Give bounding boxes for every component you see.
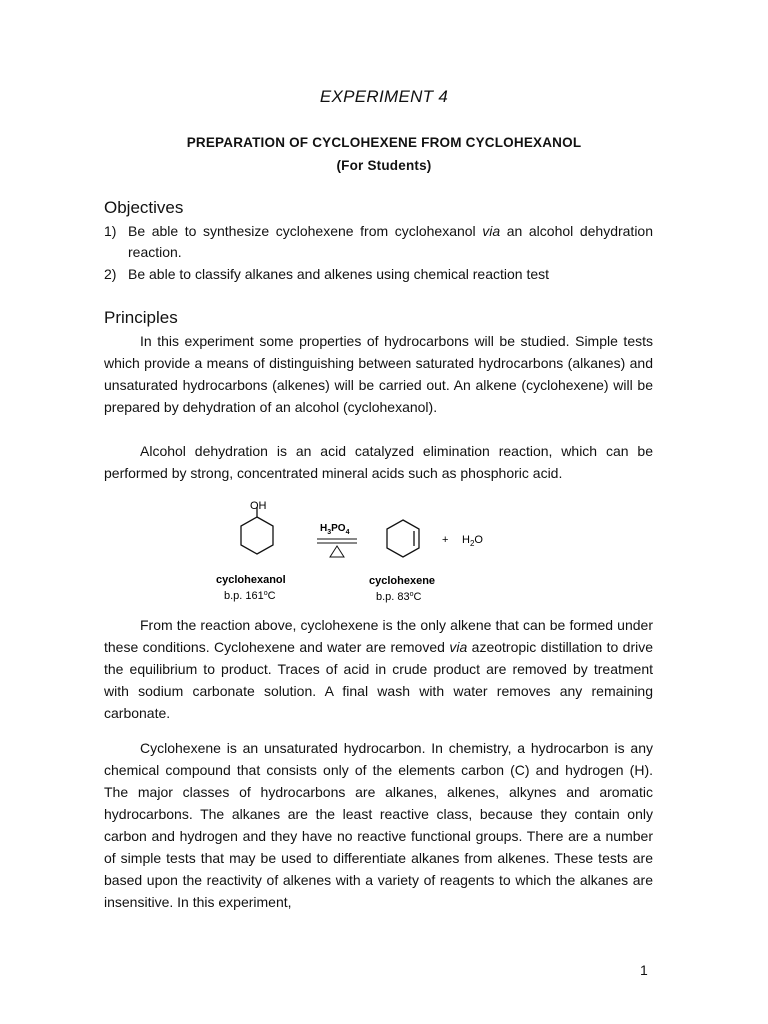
objectives-heading: Objectives	[104, 198, 184, 217]
experiment-subtitle: PREPARATION OF CYCLOHEXENE FROM CYCLOHEXANOL	[186, 135, 582, 150]
list-number: 2)	[104, 266, 117, 282]
list-number: 1)	[104, 223, 117, 239]
product-name: cyclohexene	[369, 575, 436, 587]
heat-delta-icon	[330, 546, 344, 557]
cyclohexanol-structure	[241, 507, 273, 554]
objective-text: Be able to synthesize cyclohexene from cyclohexanol via an alcohol dehydration reaction.	[128, 223, 653, 260]
principles-paragraph-1: In this experiment some properties of hydrocarbons will be studied. Simple tests which provide a means of distinguishing between saturated hydrocarbons (alkanes) and unsaturated hydrocarbons (alkenes) will be carried out. An alkene (cyclohexene) will be prepared by dehydration of an alcohol (cyclohexanol).	[104, 333, 653, 415]
svg-text:H3PO4: $H_3PO_4$	[320, 523, 350, 536]
reagent-label	[320, 523, 350, 536]
principles-paragraph-3: From the reaction above, cyclohexene is the only alkene that can be formed under these conditions. Cyclohexene and water are removed via azeotropic distillation to drive the equilibrium to product. Traces of acid in crude product are removed by treatment with sodium carbonate solution. A final wash with water removes any remaining carbonate.	[104, 617, 654, 721]
reactant-boiling-point: b.p. 161$^o$C	[224, 590, 276, 602]
objective-item-1	[104, 221, 653, 263]
water-label: $H_2O$	[462, 534, 483, 548]
principles-paragraph-2: Alcohol dehydration is an acid catalyzed elimination reaction, which can be performed by strong, concentrated mineral acids such as phosphoric acid.	[104, 443, 653, 481]
equilibrium-arrow	[317, 539, 357, 543]
principles-paragraph-4: Cyclohexene is an unsaturated hydrocarbon. In chemistry, a hydrocarbon is any chemical compound that consists only of the elements carbon (C) and hydrogen (H). The major classes of hydrocarbons are alkanes, alkenes, alkynes and aromatic hydrocarbons. The alkanes are the least reactive class, because they contain only carbon and hydrogen and they have no reactive functional groups. There are a number of simple tests that may be used to differentiate alkanes from alkenes. These tests are based upon the reactivity of alkenes with a variety of reagents to which the alkanes are insensitive. In this experiment,	[104, 740, 653, 910]
objective-text: Be able to classify alkanes and alkenes using chemical reaction test	[128, 266, 550, 282]
plus-sign: +	[442, 534, 449, 546]
audience-subtitle: (For Students)	[336, 158, 432, 173]
reaction-scheme	[210, 495, 510, 610]
cyclohexene-structure	[387, 520, 419, 557]
product-boiling-point: b.p. 83$^o$C	[376, 591, 422, 603]
objective-item-2	[104, 264, 653, 285]
hydroxyl-label: OH	[250, 500, 267, 512]
page-number: 1	[640, 962, 648, 978]
reactant-name: cyclohexanol	[216, 574, 286, 586]
page-title: EXPERIMENT 4	[319, 87, 449, 106]
principles-heading: Principles	[104, 308, 178, 327]
